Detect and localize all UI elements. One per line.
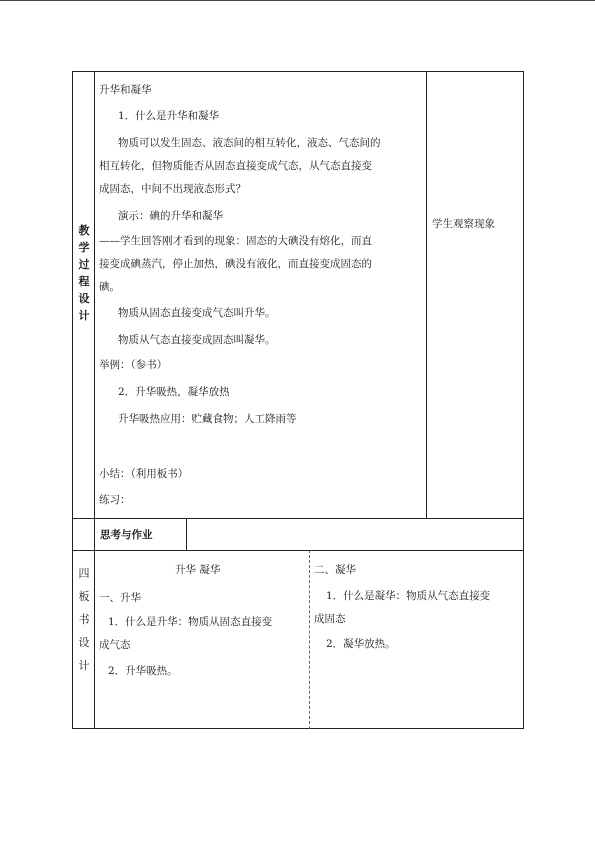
question-2: 2．升华吸热，凝华放热 bbox=[118, 386, 230, 398]
teaching-process-side-label bbox=[74, 222, 94, 324]
definition-sublimation: 物质从固态直接变成气态叫升华。 bbox=[118, 307, 276, 319]
side-char: 书 bbox=[78, 613, 90, 626]
board-design-side-label bbox=[74, 562, 94, 677]
application-line: 升华吸热应用：贮藏食物；人工降雨等 bbox=[118, 413, 297, 425]
board-item: 1．什么是升华：物质从固态直接变 bbox=[108, 616, 273, 628]
answer-line: 接变成碘蒸汽，停止加热，碘没有液化，而直接变成固态的 bbox=[99, 258, 372, 270]
student-activity-note: 学生观察现象 bbox=[432, 218, 495, 230]
paragraph-line: 物质可以发生固态、液态间的相互转化，液态、气态间的 bbox=[118, 137, 381, 149]
board-title: 升华 凝华 bbox=[175, 564, 221, 576]
board-item: 2．升华吸热。 bbox=[108, 665, 178, 677]
board-item: 成气态 bbox=[99, 639, 131, 651]
side-char: 设 bbox=[78, 636, 90, 649]
table-col-divider-3 bbox=[186, 518, 187, 550]
demo-line: 演示：碘的升华和凝华 bbox=[118, 210, 223, 222]
section-heading: 升华和凝华 bbox=[99, 84, 152, 96]
side-char: 板 bbox=[78, 590, 90, 603]
board-item: 成固态 bbox=[314, 613, 346, 625]
answer-line: ——学生回答刚才看到的现象：固态的大碘没有熔化，而直 bbox=[99, 235, 372, 247]
side-char: 教 bbox=[78, 224, 90, 237]
question-1: 1．什么是升华和凝华 bbox=[118, 110, 220, 122]
board-dashed-divider bbox=[309, 550, 310, 729]
side-char: 程 bbox=[78, 275, 90, 288]
paragraph-line: 相互转化，但物质能否从固态直接变成气态，从气态直接变 bbox=[99, 160, 372, 172]
summary-line: 小结：（利用板书） bbox=[99, 468, 189, 480]
side-char: 设 bbox=[78, 292, 90, 305]
board-item: 2．凝华放热。 bbox=[326, 638, 396, 650]
board-item: 1．什么是凝华：物质从气态直接变 bbox=[326, 590, 491, 602]
table-col-divider-1 bbox=[94, 71, 95, 729]
page-top-rule bbox=[0, 0, 595, 1]
exercise-line: 练习： bbox=[99, 494, 131, 506]
homework-label: 思考与作业 bbox=[100, 529, 153, 541]
definition-deposition: 物质从气态直接变成固态叫凝华。 bbox=[118, 334, 276, 346]
paragraph-line: 成固态，中间不出现液态形式？ bbox=[99, 183, 246, 195]
answer-line: 碘。 bbox=[99, 281, 120, 293]
table-row-divider-1 bbox=[72, 518, 524, 519]
table-row-divider-2 bbox=[72, 550, 524, 551]
side-char: 四 bbox=[78, 567, 90, 580]
board-section-deposition: 二、凝华 bbox=[314, 564, 356, 576]
side-char: 过 bbox=[78, 258, 90, 271]
board-section-sublimation: 一、升华 bbox=[99, 592, 141, 604]
side-char: 计 bbox=[78, 659, 90, 672]
side-char: 计 bbox=[78, 309, 90, 322]
side-char: 学 bbox=[78, 241, 90, 254]
example-line: 举例：（参书） bbox=[99, 359, 168, 371]
table-col-divider-2 bbox=[426, 71, 427, 518]
